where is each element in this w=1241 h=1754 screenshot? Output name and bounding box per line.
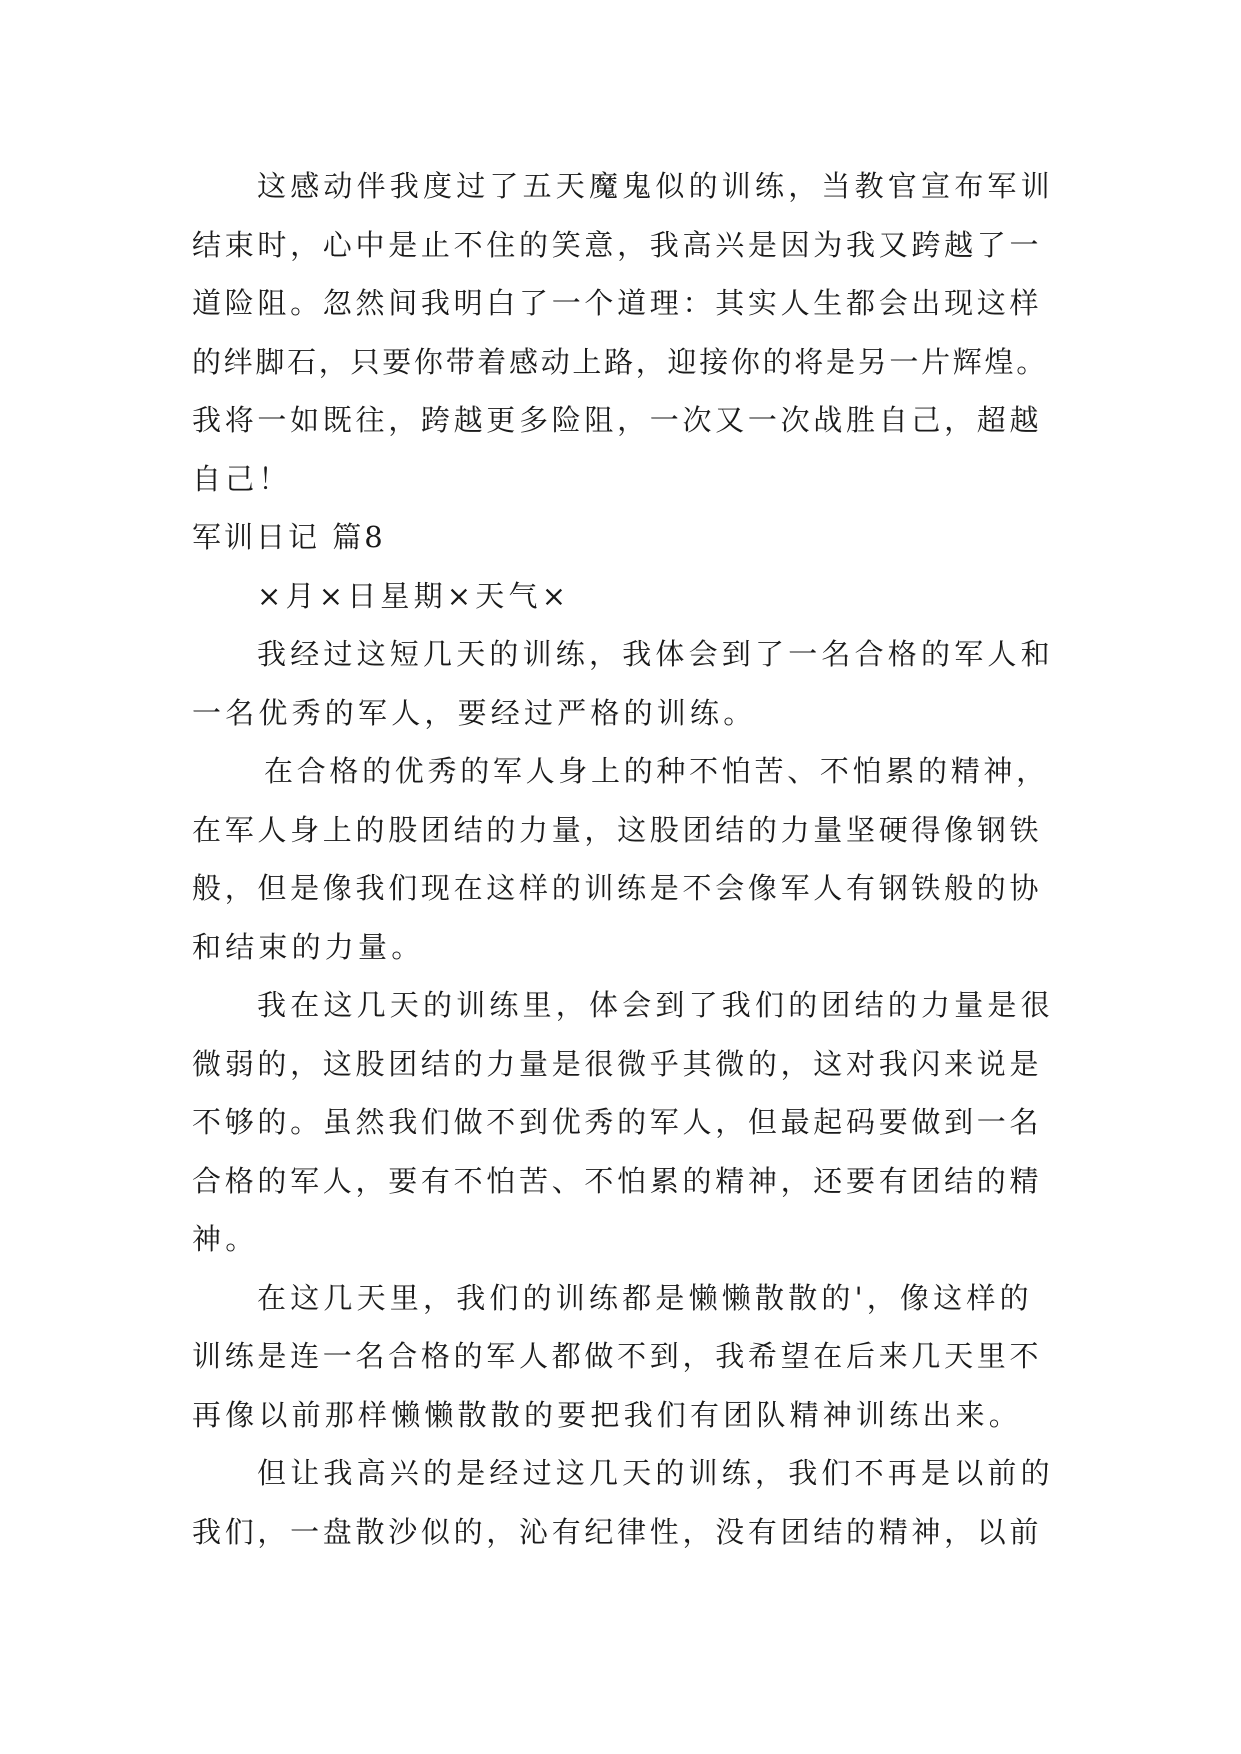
paragraph-line: 我将一如既往，跨越更多险阻，一次又一次战胜自己，超越 [192, 403, 1043, 437]
paragraph-line: 我经过这短几天的训练，我体会到了一名合格的军人和 [257, 637, 1054, 671]
paragraph-line: 再像以前那样懒懒散散的要把我们有团队精神训练出来。 [192, 1397, 1023, 1432]
paragraph-line: 在合格的优秀的军人身上的种不怕苦、不怕累的精神， [264, 754, 1049, 788]
paragraph-line: 在这几天里，我们的训练都是懒懒散散的'，像这样的 [257, 1280, 1033, 1315]
paragraph-line: 我们，一盘散沙似的，沁有纪律性，没有团结的精神，以前 [192, 1514, 1043, 1549]
paragraph-line: 合格的军人，要有不怕苦、不怕累的精神，还要有团结的精 [192, 1163, 1043, 1198]
section-heading: 军训日记 篇8 [192, 520, 386, 554]
document-body [192, 157, 1054, 1561]
paragraph-line: 在军人身上的股团结的力量，这股团结的力量坚硬得像钢铁 [192, 812, 1043, 847]
paragraph-line: 微弱的，这股团结的力量是很微乎其微的，这对我闪来说是 [192, 1046, 1043, 1081]
paragraph-line: 训练是连一名合格的军人都做不到，我希望在后来几天里不 [192, 1339, 1043, 1373]
paragraph-line: 和结束的力量。 [192, 929, 425, 964]
paragraph-line: 我在这几天的训练里，体会到了我们的团结的力量是很 [257, 988, 1054, 1022]
paragraph-line: 自己！ [192, 461, 292, 496]
paragraph-line: 神。 [192, 1222, 259, 1256]
paragraph-line: 道险阻。忽然间我明白了一个道理：其实人生都会出现这样 [192, 286, 1043, 320]
paragraph-line: 般，但是像我们现在这样的训练是不会像军人有钢铁般的协 [192, 871, 1043, 905]
paragraph-line: 结束时，心中是止不住的笑意，我高兴是因为我又跨越了一 [192, 227, 1043, 262]
paragraph-line: 但让我高兴的是经过这几天的训练，我们不再是以前的 [257, 1456, 1054, 1490]
paragraph-line: 一名优秀的军人，要经过严格的训练。 [192, 695, 757, 730]
paragraph-line: 这感动伴我度过了五天魔鬼似的训练，当教官宣布军训 [257, 169, 1054, 203]
paragraph-line: 的绊脚石，只要你带着感动上路，迎接你的将是另一片辉煌。 [192, 344, 1048, 379]
date-line: ×月×日星期×天气× [257, 578, 571, 613]
paragraph-line: 不够的。虽然我们做不到优秀的军人，但最起码要做到一名 [192, 1105, 1043, 1139]
